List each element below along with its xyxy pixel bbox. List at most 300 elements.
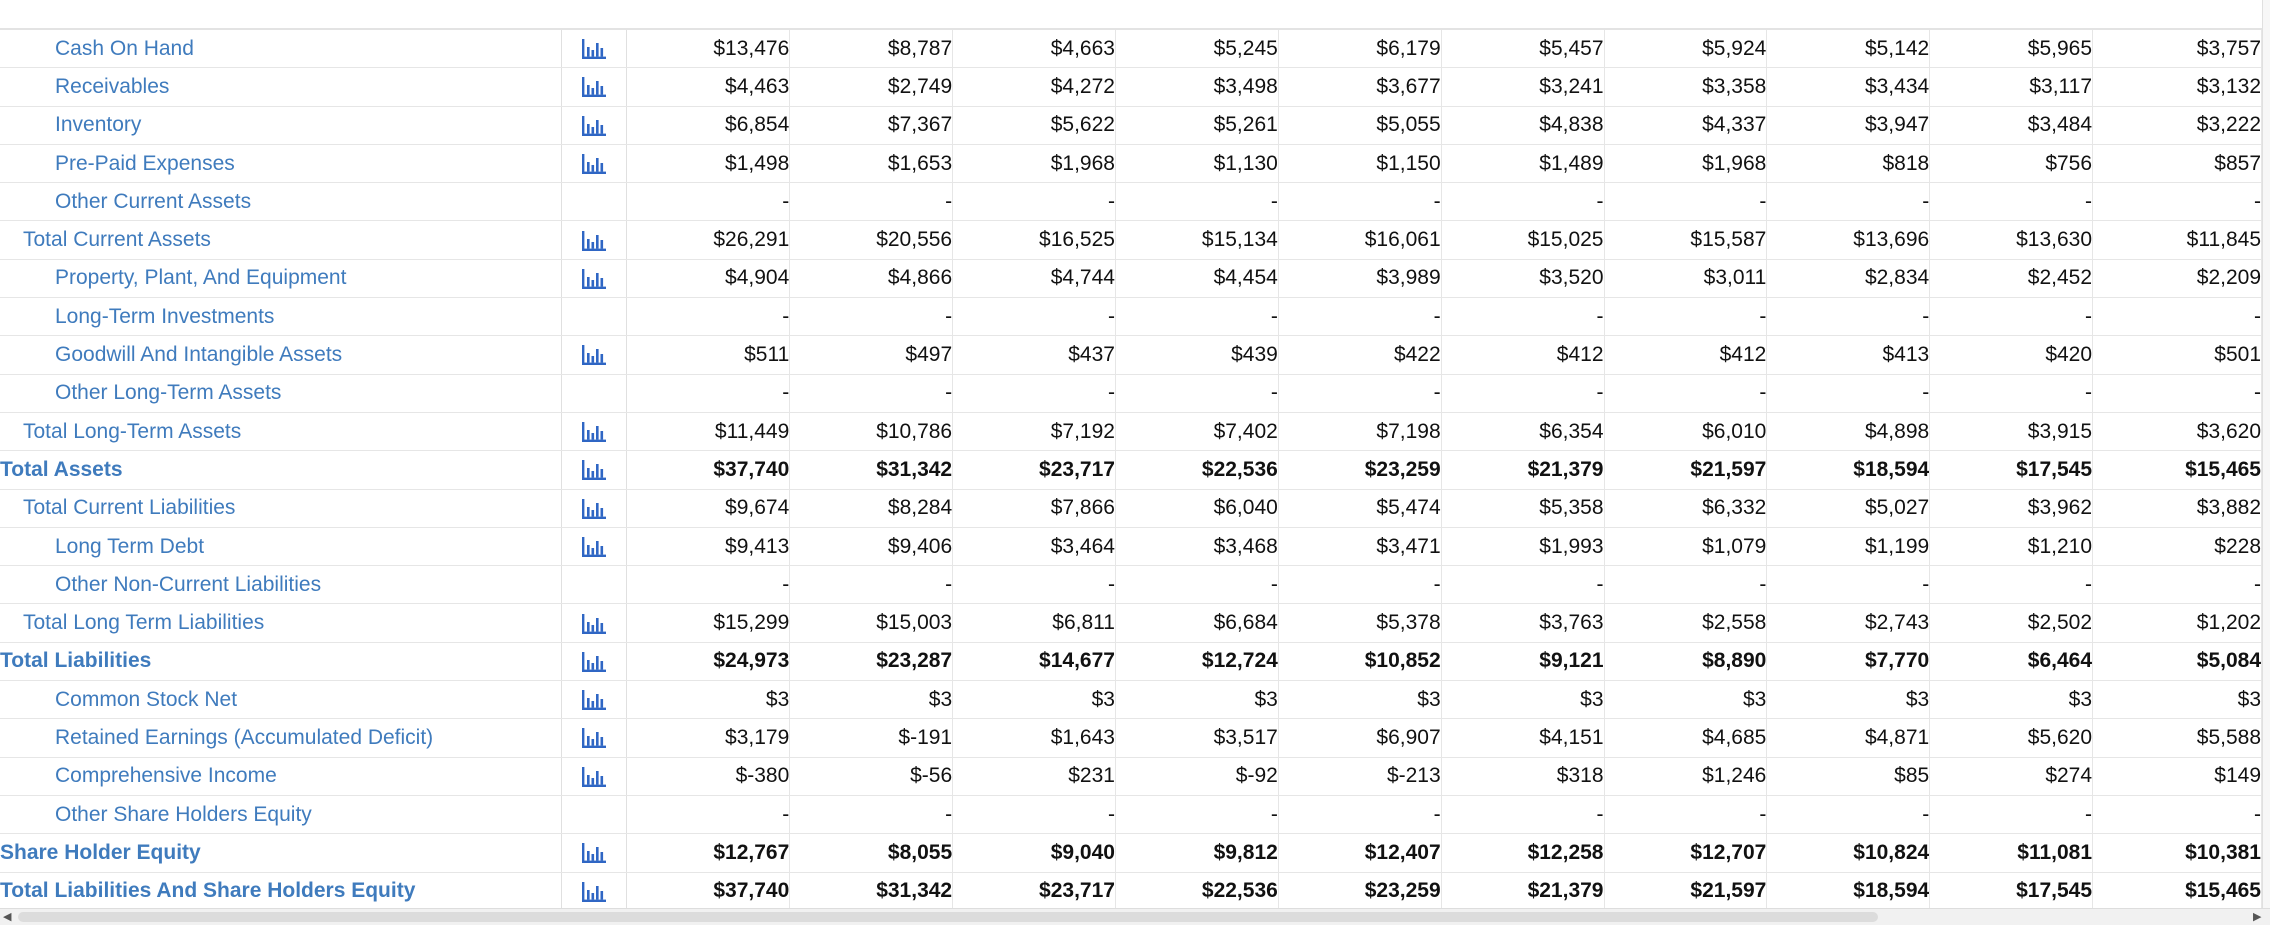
value-cell: $12,724 (1115, 642, 1278, 680)
value-cell: $7,402 (1115, 412, 1278, 450)
value-cell: $10,786 (790, 412, 953, 450)
value-cell: $3,484 (1930, 106, 2093, 144)
table-row (0, 681, 2262, 719)
chart-icon-cell (562, 719, 627, 757)
value-cell: - (1767, 298, 1930, 336)
bar-chart-icon[interactable] (581, 881, 607, 903)
value-cell: $5,358 (1441, 489, 1604, 527)
table-row (0, 757, 2262, 795)
bar-chart-icon[interactable] (581, 766, 607, 788)
value-cell: - (1930, 298, 2093, 336)
value-cell: - (1604, 298, 1767, 336)
row-label[interactable]: Total Long Term Liabilities (0, 604, 562, 642)
value-cell: $10,852 (1278, 642, 1441, 680)
value-cell: $1,210 (1930, 527, 2093, 565)
value-cell: $5,474 (1278, 489, 1441, 527)
value-cell: $5,055 (1278, 106, 1441, 144)
chart-icon-cell (562, 298, 627, 336)
value-cell: $9,040 (953, 834, 1116, 872)
row-label[interactable]: Total Liabilities (0, 642, 562, 680)
value-cell: $6,332 (1604, 489, 1767, 527)
value-cell: $2,743 (1767, 604, 1930, 642)
row-label[interactable]: Inventory (0, 106, 562, 144)
value-cell: $511 (627, 336, 790, 374)
value-cell: $1,246 (1604, 757, 1767, 795)
value-cell: $23,717 (953, 872, 1116, 910)
value-cell: $149 (2093, 757, 2262, 795)
value-cell: $13,630 (1930, 221, 2093, 259)
value-cell: - (627, 183, 790, 221)
value-cell: $4,838 (1441, 106, 1604, 144)
value-cell: $497 (790, 336, 953, 374)
value-cell: $412 (1441, 336, 1604, 374)
value-cell: - (1441, 183, 1604, 221)
value-cell: $2,834 (1767, 259, 1930, 297)
table-row (0, 834, 2262, 872)
bar-chart-icon[interactable] (581, 459, 607, 481)
value-cell: - (2093, 566, 2262, 604)
value-cell: $12,707 (1604, 834, 1767, 872)
bar-chart-icon[interactable] (581, 689, 607, 711)
row-label[interactable]: Total Long-Term Assets (0, 412, 562, 450)
value-cell: $1,643 (953, 719, 1116, 757)
value-cell: $4,151 (1441, 719, 1604, 757)
value-cell: $3,962 (1930, 489, 2093, 527)
value-cell: $9,413 (627, 527, 790, 565)
value-cell: - (953, 298, 1116, 336)
value-cell: $1,498 (627, 144, 790, 182)
bar-chart-icon[interactable] (581, 421, 607, 443)
value-cell: $1,130 (1115, 144, 1278, 182)
horizontal-scrollbar[interactable] (0, 908, 2270, 925)
bar-chart-icon[interactable] (581, 498, 607, 520)
row-label[interactable]: Total Current Assets (0, 221, 562, 259)
value-cell: $21,597 (1604, 872, 1767, 910)
value-cell: $5,924 (1604, 30, 1767, 68)
value-cell: - (1115, 298, 1278, 336)
balance-sheet-table (0, 30, 2262, 911)
value-cell: - (2093, 795, 2262, 833)
chart-icon-cell (562, 795, 627, 833)
value-cell: $3,915 (1930, 412, 2093, 450)
row-label[interactable]: Common Stock Net (0, 681, 562, 719)
value-cell: $5,261 (1115, 106, 1278, 144)
chart-icon-cell (562, 412, 627, 450)
chart-icon-cell (562, 489, 627, 527)
value-cell: $3,989 (1278, 259, 1441, 297)
bar-chart-icon[interactable] (581, 613, 607, 635)
value-cell: $12,258 (1441, 834, 1604, 872)
value-cell: $1,079 (1604, 527, 1767, 565)
value-cell: $2,558 (1604, 604, 1767, 642)
value-cell: $857 (2093, 144, 2262, 182)
value-cell: $5,620 (1930, 719, 2093, 757)
value-cell: $3,468 (1115, 527, 1278, 565)
row-label[interactable]: Goodwill And Intangible Assets (0, 336, 562, 374)
chart-icon-cell (562, 336, 627, 374)
value-cell: - (1441, 566, 1604, 604)
bar-chart-icon[interactable] (581, 727, 607, 749)
value-cell: $7,367 (790, 106, 953, 144)
value-cell: $17,545 (1930, 872, 2093, 910)
value-cell: $3 (627, 681, 790, 719)
bar-chart-icon[interactable] (581, 230, 607, 252)
value-cell: $10,381 (2093, 834, 2262, 872)
value-cell: $4,904 (627, 259, 790, 297)
value-cell: $4,685 (1604, 719, 1767, 757)
value-cell: $3 (1604, 681, 1767, 719)
row-label[interactable]: Total Assets (0, 451, 562, 489)
value-cell: $413 (1767, 336, 1930, 374)
bar-chart-icon[interactable] (581, 268, 607, 290)
value-cell: - (790, 566, 953, 604)
row-label[interactable]: Receivables (0, 68, 562, 106)
table-row (0, 68, 2262, 106)
value-cell: $8,284 (790, 489, 953, 527)
value-cell: $7,198 (1278, 412, 1441, 450)
value-cell: $3,464 (953, 527, 1116, 565)
value-cell: $3,471 (1278, 527, 1441, 565)
value-cell: - (953, 183, 1116, 221)
value-cell: $228 (2093, 527, 2262, 565)
chart-icon-cell (562, 374, 627, 412)
value-cell: - (1930, 566, 2093, 604)
table-row (0, 336, 2262, 374)
chart-icon-cell (562, 451, 627, 489)
value-cell: $11,081 (1930, 834, 2093, 872)
value-cell: $22,536 (1115, 451, 1278, 489)
value-cell: $6,684 (1115, 604, 1278, 642)
value-cell: $31,342 (790, 451, 953, 489)
value-cell: $-92 (1115, 757, 1278, 795)
value-cell: $3 (1278, 681, 1441, 719)
value-cell: $6,040 (1115, 489, 1278, 527)
value-cell: $1,150 (1278, 144, 1441, 182)
value-cell: $11,845 (2093, 221, 2262, 259)
chart-icon-cell (562, 642, 627, 680)
value-cell: $15,465 (2093, 872, 2262, 910)
value-cell: - (1767, 566, 1930, 604)
value-cell: $2,452 (1930, 259, 2093, 297)
value-cell: $-56 (790, 757, 953, 795)
row-label[interactable]: Retained Earnings (Accumulated Deficit) (0, 719, 562, 757)
value-cell: $420 (1930, 336, 2093, 374)
value-cell: $231 (953, 757, 1116, 795)
value-cell: $4,871 (1767, 719, 1930, 757)
value-cell: $6,179 (1278, 30, 1441, 68)
row-label[interactable]: Property, Plant, And Equipment (0, 259, 562, 297)
bar-chart-icon[interactable] (581, 38, 607, 60)
chart-icon-cell (562, 566, 627, 604)
bar-chart-icon[interactable] (581, 842, 607, 864)
bar-chart-icon[interactable] (581, 76, 607, 98)
bar-chart-icon[interactable] (581, 153, 607, 175)
chart-icon-cell (562, 30, 627, 68)
arrow-right-icon[interactable]: ▶ (2253, 911, 2262, 923)
value-cell: $11,449 (627, 412, 790, 450)
value-cell: - (1278, 298, 1441, 336)
value-cell: $3,241 (1441, 68, 1604, 106)
row-label[interactable]: Share Holder Equity (0, 834, 562, 872)
value-cell: $3,677 (1278, 68, 1441, 106)
chart-icon-cell (562, 221, 627, 259)
value-cell: $12,407 (1278, 834, 1441, 872)
table-row (0, 527, 2262, 565)
value-cell: - (627, 566, 790, 604)
value-cell: $2,502 (1930, 604, 2093, 642)
value-cell: $1,968 (1604, 144, 1767, 182)
value-cell: $16,525 (953, 221, 1116, 259)
value-cell: - (953, 566, 1116, 604)
value-cell: $1,968 (953, 144, 1116, 182)
chart-icon-cell (562, 68, 627, 106)
value-cell: $6,907 (1278, 719, 1441, 757)
value-cell: $3,517 (1115, 719, 1278, 757)
value-cell: - (1604, 566, 1767, 604)
value-cell: $21,379 (1441, 872, 1604, 910)
row-label[interactable]: Other Non-Current Liabilities (0, 566, 562, 604)
value-cell: $1,202 (2093, 604, 2262, 642)
scrollbar-thumb[interactable] (18, 912, 1878, 922)
chart-icon-cell (562, 757, 627, 795)
value-cell: $10,824 (1767, 834, 1930, 872)
value-cell: $756 (1930, 144, 2093, 182)
value-cell: $12,767 (627, 834, 790, 872)
chart-icon-cell (562, 259, 627, 297)
value-cell: - (1278, 183, 1441, 221)
value-cell: $3,011 (1604, 259, 1767, 297)
row-label[interactable]: Long Term Debt (0, 527, 562, 565)
value-cell: $37,740 (627, 451, 790, 489)
value-cell: $1,993 (1441, 527, 1604, 565)
value-cell: - (1115, 374, 1278, 412)
value-cell: $9,812 (1115, 834, 1278, 872)
value-cell: - (1767, 374, 1930, 412)
value-cell: $3,763 (1441, 604, 1604, 642)
value-cell: - (1930, 183, 2093, 221)
value-cell: - (1441, 795, 1604, 833)
value-cell: - (2093, 183, 2262, 221)
value-cell: - (790, 183, 953, 221)
row-label[interactable]: Total Current Liabilities (0, 489, 562, 527)
value-cell: $3,620 (2093, 412, 2262, 450)
value-cell: $4,663 (953, 30, 1116, 68)
value-cell: $9,406 (790, 527, 953, 565)
row-label[interactable]: Cash On Hand (0, 30, 562, 68)
value-cell: - (1115, 795, 1278, 833)
value-cell: - (1115, 566, 1278, 604)
value-cell: - (1278, 374, 1441, 412)
value-cell: $15,465 (2093, 451, 2262, 489)
value-cell: $-191 (790, 719, 953, 757)
value-cell: $4,272 (953, 68, 1116, 106)
value-cell: $6,854 (627, 106, 790, 144)
value-cell: $18,594 (1767, 451, 1930, 489)
value-cell: $24,973 (627, 642, 790, 680)
value-cell: $274 (1930, 757, 2093, 795)
row-label[interactable]: Long-Term Investments (0, 298, 562, 336)
value-cell: $3 (2093, 681, 2262, 719)
value-cell: $8,055 (790, 834, 953, 872)
value-cell: $26,291 (627, 221, 790, 259)
value-cell: $3 (953, 681, 1116, 719)
value-cell: $5,457 (1441, 30, 1604, 68)
value-cell: - (1930, 374, 2093, 412)
value-cell: $9,121 (1441, 642, 1604, 680)
value-cell: $3,358 (1604, 68, 1767, 106)
value-cell: $4,866 (790, 259, 953, 297)
table-row (0, 221, 2262, 259)
table-row (0, 719, 2262, 757)
value-cell: $1,489 (1441, 144, 1604, 182)
table-row (0, 259, 2262, 297)
value-cell: $9,674 (627, 489, 790, 527)
value-cell: - (627, 795, 790, 833)
value-cell: $3,882 (2093, 489, 2262, 527)
table-row (0, 642, 2262, 680)
value-cell: $4,454 (1115, 259, 1278, 297)
chart-icon-cell (562, 183, 627, 221)
value-cell: $412 (1604, 336, 1767, 374)
row-label[interactable]: Other Current Assets (0, 183, 562, 221)
value-cell: - (627, 374, 790, 412)
value-cell: - (1767, 795, 1930, 833)
arrow-left-icon[interactable]: ◀ (3, 911, 12, 923)
chart-icon-cell (562, 872, 627, 910)
value-cell: $439 (1115, 336, 1278, 374)
value-cell: $818 (1767, 144, 1930, 182)
bar-chart-icon[interactable] (581, 115, 607, 137)
vertical-scrollbar[interactable] (2262, 0, 2270, 908)
bar-chart-icon[interactable] (581, 651, 607, 673)
table-row (0, 451, 2262, 489)
value-cell: - (1767, 183, 1930, 221)
value-cell: $18,594 (1767, 872, 1930, 910)
value-cell: $3 (1930, 681, 2093, 719)
value-cell: $3,222 (2093, 106, 2262, 144)
value-cell: - (790, 374, 953, 412)
value-cell: $-213 (1278, 757, 1441, 795)
value-cell: $8,787 (790, 30, 953, 68)
value-cell: $3 (790, 681, 953, 719)
value-cell: - (627, 298, 790, 336)
value-cell: $15,299 (627, 604, 790, 642)
value-cell: $3,434 (1767, 68, 1930, 106)
value-cell: $3,520 (1441, 259, 1604, 297)
value-cell: $2,749 (790, 68, 953, 106)
value-cell: $4,337 (1604, 106, 1767, 144)
chart-icon-cell (562, 604, 627, 642)
value-cell: $501 (2093, 336, 2262, 374)
row-label[interactable]: Comprehensive Income (0, 757, 562, 795)
value-cell: $23,287 (790, 642, 953, 680)
value-cell: $3,132 (2093, 68, 2262, 106)
chart-icon-cell (562, 527, 627, 565)
value-cell: $2,209 (2093, 259, 2262, 297)
value-cell: - (1604, 374, 1767, 412)
value-cell: $318 (1441, 757, 1604, 795)
value-cell: $422 (1278, 336, 1441, 374)
chart-icon-cell (562, 681, 627, 719)
value-cell: - (1441, 374, 1604, 412)
value-cell: $15,003 (790, 604, 953, 642)
value-cell: $-380 (627, 757, 790, 795)
row-label[interactable]: Total Liabilities And Share Holders Equity (0, 872, 562, 910)
value-cell: $6,354 (1441, 412, 1604, 450)
table-row (0, 566, 2262, 604)
value-cell: $23,717 (953, 451, 1116, 489)
value-cell: $23,259 (1278, 872, 1441, 910)
value-cell: $6,811 (953, 604, 1116, 642)
value-cell: $7,770 (1767, 642, 1930, 680)
value-cell: - (1278, 795, 1441, 833)
value-cell: $7,192 (953, 412, 1116, 450)
value-cell: $23,259 (1278, 451, 1441, 489)
row-label[interactable]: Other Long-Term Assets (0, 374, 562, 412)
value-cell: $85 (1767, 757, 1930, 795)
value-cell: $16,061 (1278, 221, 1441, 259)
table-row (0, 144, 2262, 182)
value-cell: - (1604, 795, 1767, 833)
value-cell: $4,898 (1767, 412, 1930, 450)
value-cell: $4,463 (627, 68, 790, 106)
bar-chart-icon[interactable] (581, 344, 607, 366)
value-cell: $21,379 (1441, 451, 1604, 489)
value-cell: $20,556 (790, 221, 953, 259)
value-cell: - (1278, 566, 1441, 604)
value-cell: $5,965 (1930, 30, 2093, 68)
value-cell: $3,947 (1767, 106, 1930, 144)
value-cell: $8,890 (1604, 642, 1767, 680)
chart-icon-cell (562, 834, 627, 872)
table-row (0, 298, 2262, 336)
table-row (0, 489, 2262, 527)
value-cell: $3 (1767, 681, 1930, 719)
value-cell: $5,588 (2093, 719, 2262, 757)
bar-chart-icon[interactable] (581, 536, 607, 558)
value-cell: $15,134 (1115, 221, 1278, 259)
value-cell: $15,587 (1604, 221, 1767, 259)
value-cell: $3,757 (2093, 30, 2262, 68)
value-cell: $437 (953, 336, 1116, 374)
value-cell: $31,342 (790, 872, 953, 910)
value-cell: $1,199 (1767, 527, 1930, 565)
value-cell: $17,545 (1930, 451, 2093, 489)
value-cell: - (790, 795, 953, 833)
table-row (0, 374, 2262, 412)
value-cell: $5,084 (2093, 642, 2262, 680)
value-cell: - (953, 795, 1116, 833)
value-cell: $1,653 (790, 144, 953, 182)
value-cell: - (790, 298, 953, 336)
value-cell: $5,142 (1767, 30, 1930, 68)
value-cell: $13,696 (1767, 221, 1930, 259)
value-cell: $4,744 (953, 259, 1116, 297)
table-row (0, 183, 2262, 221)
value-cell: $5,622 (953, 106, 1116, 144)
value-cell: $22,536 (1115, 872, 1278, 910)
value-cell: $6,464 (1930, 642, 2093, 680)
row-label[interactable]: Pre-Paid Expenses (0, 144, 562, 182)
row-label[interactable]: Other Share Holders Equity (0, 795, 562, 833)
value-cell: $5,378 (1278, 604, 1441, 642)
value-cell: $14,677 (953, 642, 1116, 680)
value-cell: $13,476 (627, 30, 790, 68)
chart-icon-cell (562, 106, 627, 144)
value-cell: $3,117 (1930, 68, 2093, 106)
value-cell: $21,597 (1604, 451, 1767, 489)
table-row (0, 604, 2262, 642)
